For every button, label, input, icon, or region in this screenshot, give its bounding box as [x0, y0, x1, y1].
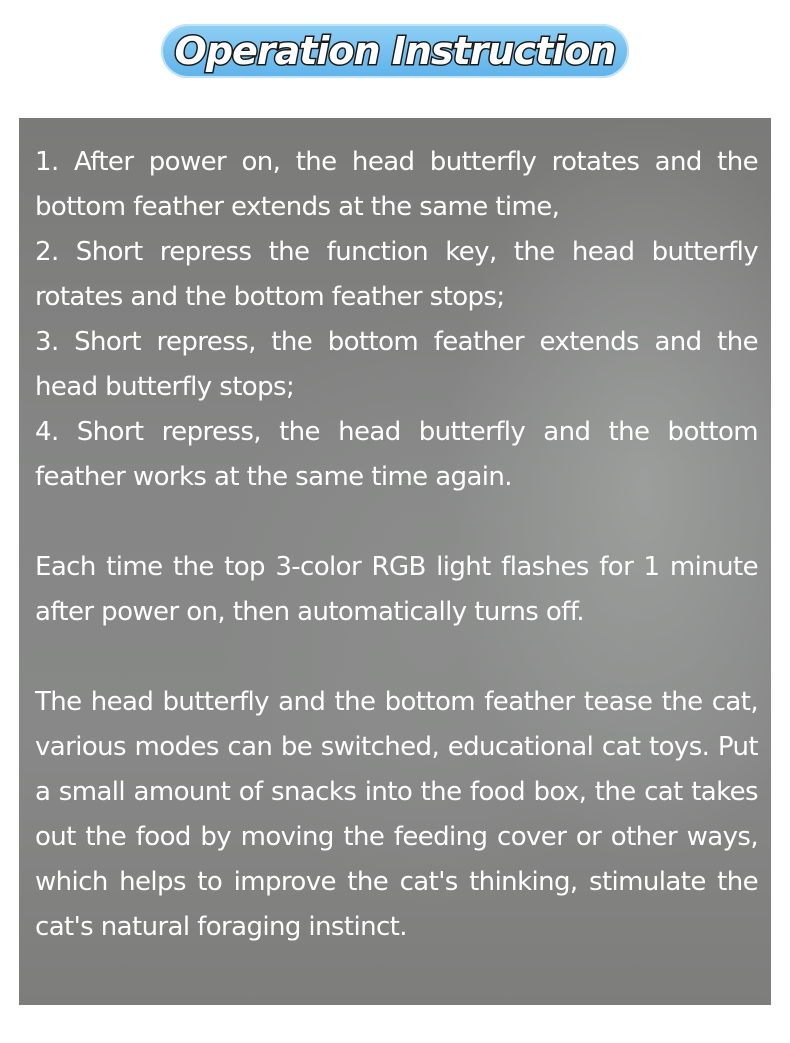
title-pill [161, 24, 630, 78]
step-1: 1. After power on, the head butterfly rotates and the bottom feather extends at the same time, [35, 147, 758, 222]
step-2: 2. Short repress the function key, the head butterfly rotates and the bottom feather stops; [35, 237, 758, 312]
step-3: 3. Short repress, the bottom feather extends and the head butterfly stops; [35, 327, 758, 402]
page-title: Operation Instruction [174, 29, 616, 73]
spacer [35, 635, 758, 680]
description-paragraph: The head butterfly and the bottom feather tease the cat, various modes can be switched, educational cat toys. Put a small amount of snacks into the food box, the cat takes out the food by moving the feeding cover or other ways, which helps to improve the cat's thinking, stimulate the cat's natural foraging instinct. [35, 687, 758, 942]
instruction-panel [19, 118, 771, 1005]
instruction-content [35, 140, 758, 950]
spacer [35, 500, 758, 545]
title-banner [0, 18, 790, 84]
step-4: 4. Short repress, the head butterfly and the bottom feather works at the same time again. [35, 417, 758, 492]
light-note: Each time the top 3-color RGB light flashes for 1 minute after power on, then automatically turns off. [35, 552, 758, 627]
